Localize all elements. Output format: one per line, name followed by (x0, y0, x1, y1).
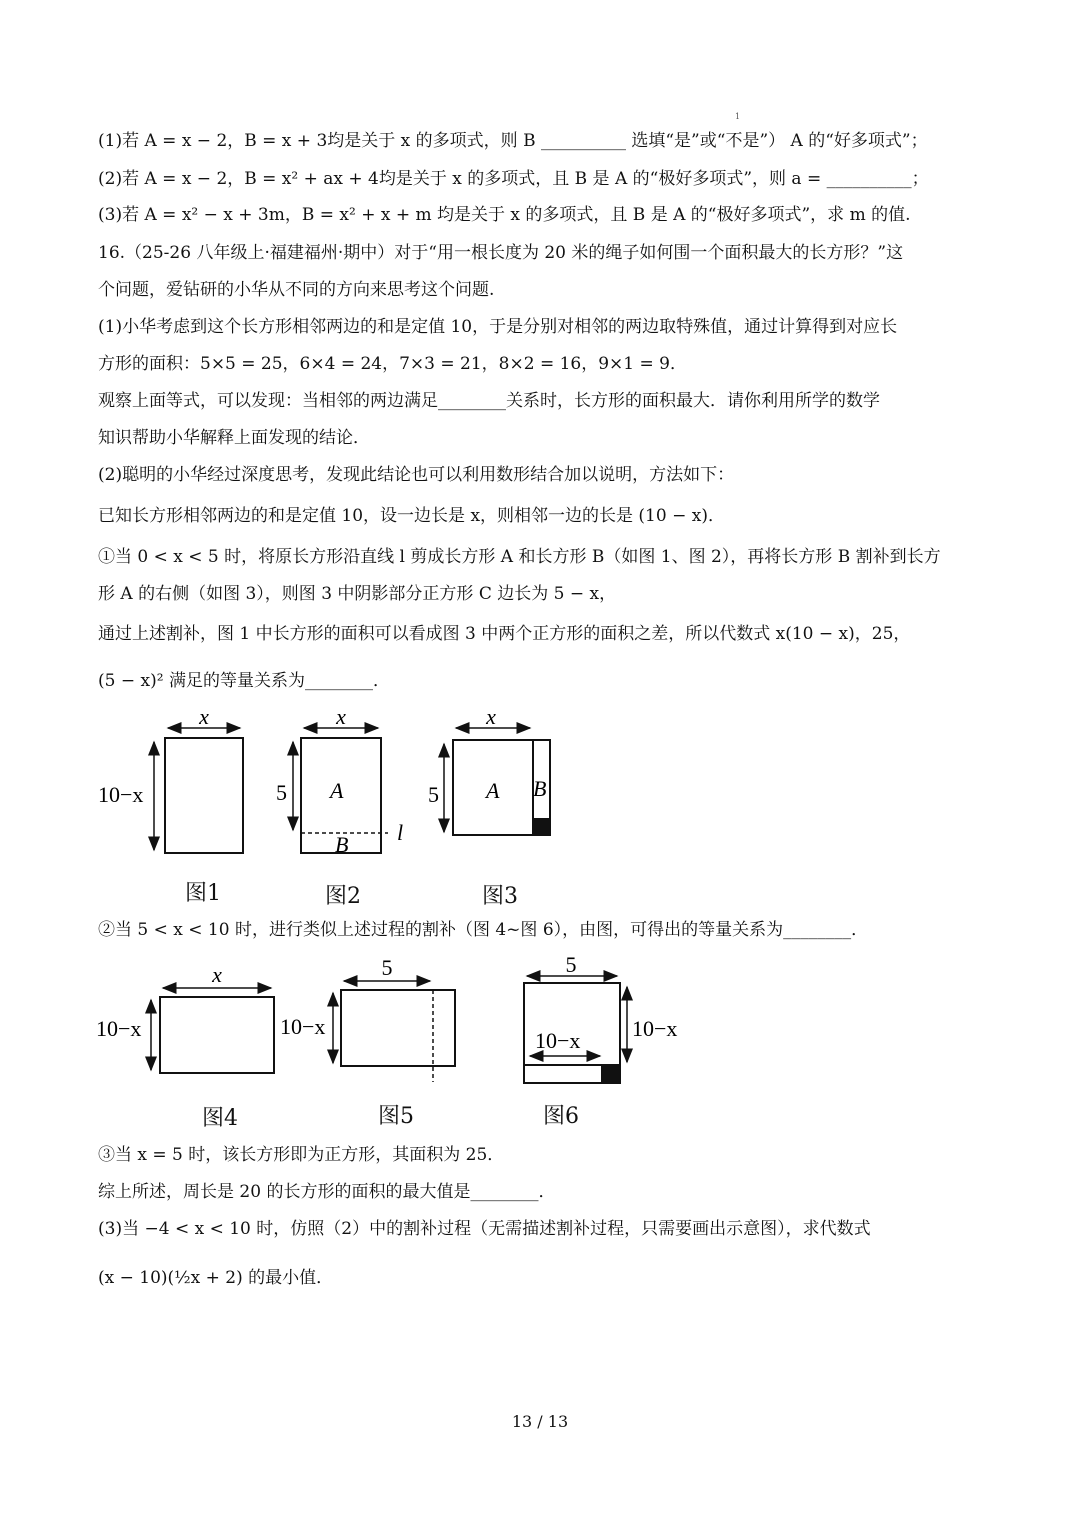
question-16-title: 16.（25-26 八年级上·福建福州·期中）对于“用一根长度为 20 米的绳子如何围一个面积最大的长方形？”这 (98, 243, 904, 263)
text-line: (1)小华考虑到这个长方形相邻两边的和是定值 10，于是分别对相邻的两边取特殊值，通过计算得到对应长 (98, 317, 898, 337)
figure-3-B-label: B (533, 776, 547, 801)
text-line: (1)若 A = x − 2，B = x + 3均是关于 x 的多项式，则 B __________ 选填“是”或“不是”） A 的“好多项式”； (98, 131, 928, 151)
text-line: (x − 10)(½x + 2) 的最小值． (98, 1268, 334, 1288)
figure-2-B-label: B (335, 832, 349, 857)
text-line: 已知长方形相邻两边的和是定值 10，设一边长是 x，则相邻一边的长是 (10 − x)． (98, 506, 725, 526)
figure-2-l-label: l (397, 820, 404, 845)
text-line: (3)当 −4 < x < 10 时，仿照（2）中的割补过程（无需描述割补过程，只需要画出示意图），求代数式 (98, 1219, 871, 1239)
text-line: (5 − x)² 满足的等量关系为________． (98, 671, 390, 691)
caption-figure-6: 图6 (543, 1104, 579, 1129)
figure-3-x-label: x (486, 704, 496, 729)
text-line: (3)若 A = x² − x + 3m，B = x² + x + m 均是关于 x 的多项式，且 B 是 A 的“极好多项式”，求 m 的值. (98, 205, 911, 225)
figure-3-five-label: 5 (428, 782, 439, 807)
figures-4-6 (90, 950, 710, 1095)
figure-1-rect (165, 738, 243, 853)
figure-5-side-label: 10−x (280, 1014, 326, 1039)
figure-1-side-label: 10−x (98, 782, 144, 807)
text-line: ①当 0 < x < 5 时，将原长方形沿直线 l 剪成长方形 A 和长方形 B（如图 1、图 2），再将长方形 B 割补到长方 (98, 547, 941, 567)
figure-6-shaded-square (601, 1065, 620, 1083)
caption-figure-4: 图4 (202, 1106, 238, 1131)
text-line: 方形的面积：5×5 = 25，6×4 = 24，7×3 = 21，8×2 = 16，9×1 = 9． (98, 354, 687, 374)
caption-figure-3: 图3 (482, 884, 518, 909)
caption-figure-2: 图2 (325, 884, 361, 909)
figure-1-x-label: x (199, 704, 209, 729)
figure-6-five-label: 5 (565, 952, 577, 977)
text-line: 知识帮助小华解释上面发现的结论． (98, 428, 370, 448)
figure-3-A-label: A (486, 778, 500, 803)
figure-2-five-label: 5 (276, 780, 287, 805)
figure-5-five-label: 5 (381, 955, 393, 980)
caption-figure-5: 图5 (378, 1104, 414, 1129)
figure-2-x-label: x (336, 704, 346, 729)
figure-4-rect (160, 997, 274, 1073)
text-line: 观察上面等式，可以发现：当相邻的两边满足________关系时，长方形的面积最大．请你利用所学的数学 (98, 391, 880, 411)
text-line: ②当 5 < x < 10 时，进行类似上述过程的割补（图 4~图 6），由图，可得出的等量关系为________． (98, 920, 869, 940)
text-line: (2)若 A = x − 2，B = x² + ax + 4均是关于 x 的多项式，且 B 是 A 的“极好多项式”，则 a = __________； (98, 169, 929, 189)
figure-6-inner-label: 10−x (535, 1028, 581, 1053)
figure-2-A-label: A (330, 778, 344, 803)
page-number: 13 / 13 (511, 1412, 569, 1431)
text-line: ③当 x = 5 时，该长方形即为正方形，其面积为 25． (98, 1145, 505, 1165)
figure-4-x-label: x (212, 962, 222, 987)
text-line: 通过上述割补，图 1 中长方形的面积可以看成图 3 中两个正方形的面积之差，所以代数式 x(10 − x)，25， (98, 624, 911, 644)
text-line: 个问题，爱钻研的小华从不同的方向来思考这个问题. (98, 280, 495, 300)
text-line: 形 A 的右侧（如图 3），则图 3 中阴影部分正方形 C 边长为 5 − x， (98, 584, 617, 604)
caption-figure-1: 图1 (185, 881, 221, 906)
figure-3-shaded-square-C (533, 818, 550, 835)
figure-5-rect (341, 990, 455, 1066)
page-mark: 1 (735, 112, 741, 121)
figure-4-side-label: 10−x (96, 1016, 142, 1041)
figure-6-side-label: 10−x (632, 1016, 678, 1041)
text-line: 综上所述，周长是 20 的长方形的面积的最大值是________． (98, 1182, 556, 1202)
text-line: (2)聪明的小华经过深度思考，发现此结论也可以利用数形结合加以说明，方法如下： (98, 465, 735, 485)
